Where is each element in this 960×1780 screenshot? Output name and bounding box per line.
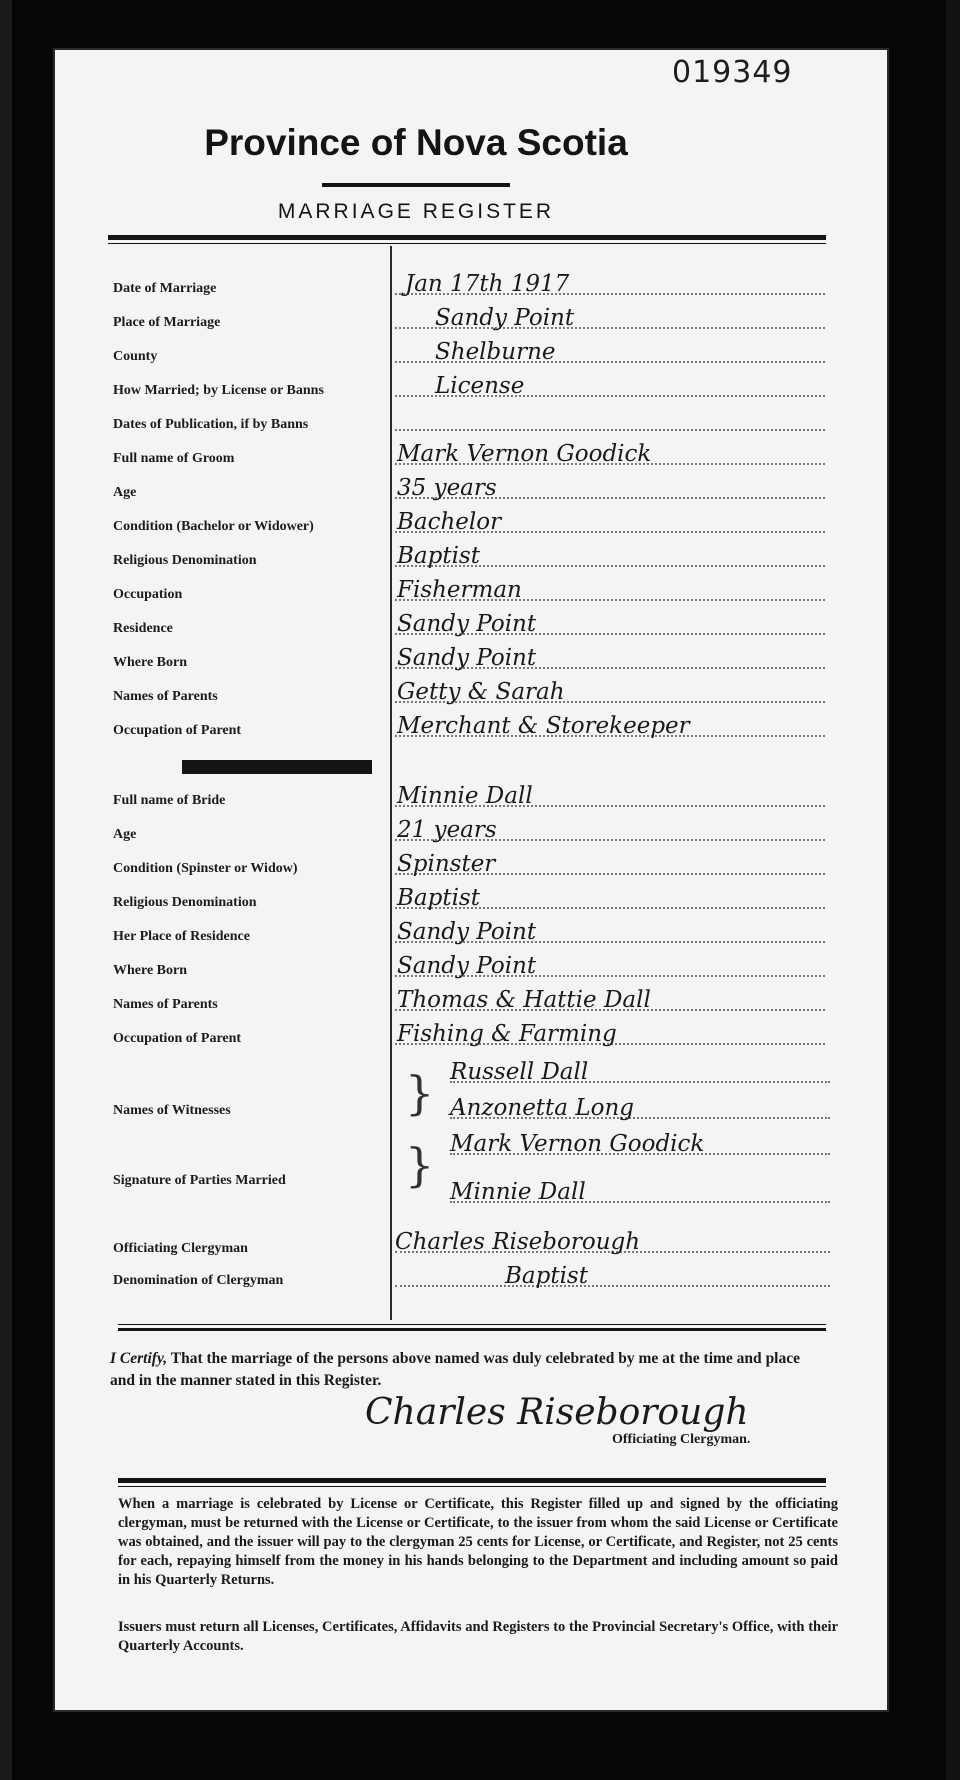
- field-label: County: [113, 348, 383, 366]
- field-label: Occupation of Parent: [113, 722, 383, 740]
- field-value: Thomas & Hattie Dall: [395, 986, 825, 1014]
- clergyman-role: Officiating Clergyman.: [612, 1432, 751, 1447]
- field-label: Residence: [113, 620, 383, 638]
- clergyman-signature: Charles Riseborough: [365, 1392, 749, 1433]
- footer-instructions: When a marriage is celebrated by License or Certificate, this Register filled up and signed by the officiating clergyman, must be returned with the License or Certificate, to the issuer from whom the said License or Certificate was obtained, and the issuer will pay to the clergyman 25 cents for License, or Certificate, and Register, not 25 cents for each, repaying himself from the money in his hands belonging to the Department and including amount so paid in his Quarterly Returns.: [118, 1496, 838, 1588]
- field-value: Spinster: [395, 850, 825, 878]
- field-label: Condition (Bachelor or Widower): [113, 518, 383, 536]
- document-number: 019349: [672, 55, 793, 90]
- field-value: Sandy Point: [395, 610, 825, 638]
- field-label: Religious Denomination: [113, 894, 383, 912]
- field-label: Where Born: [113, 962, 383, 980]
- field-label: Occupation: [113, 586, 383, 604]
- field-value: License: [395, 372, 825, 400]
- scan-border-left: [0, 0, 12, 1780]
- witness-1-value: Russell Dall: [450, 1058, 830, 1086]
- field-value: Merchant & Storekeeper: [395, 712, 825, 740]
- field-value: [395, 406, 825, 434]
- field-value: 21 years: [395, 816, 825, 844]
- field-label: Age: [113, 484, 383, 502]
- field-label: Age: [113, 826, 383, 844]
- field-value: Minnie Dall: [395, 782, 825, 810]
- certify-rule: [118, 1328, 826, 1331]
- footer-rule-thin: [118, 1486, 826, 1487]
- field-label: How Married; by License or Banns: [113, 382, 383, 400]
- field-label: Names of Parents: [113, 996, 383, 1014]
- field-value: Fisherman: [395, 576, 825, 604]
- field-value: Sandy Point: [395, 952, 825, 980]
- field-label: Names of Parents: [113, 688, 383, 706]
- footer-rule: [118, 1478, 826, 1483]
- signatures-label: Signature of Parties Married: [113, 1172, 403, 1190]
- certify-lead: I Certify,: [110, 1350, 168, 1367]
- top-rule: [108, 235, 826, 240]
- signature-groom-value: Mark Vernon Goodick: [450, 1130, 830, 1158]
- field-value: Sandy Point: [395, 918, 825, 946]
- witnesses-brace: }: [405, 1066, 435, 1120]
- field-value: Fishing & Farming: [395, 1020, 825, 1048]
- title-underline: [322, 183, 510, 187]
- field-label: Place of Marriage: [113, 314, 383, 332]
- clergy-denomination-value: Baptist: [395, 1262, 830, 1290]
- signatures-brace: }: [405, 1138, 435, 1192]
- witness-2-value: Anzonetta Long: [450, 1094, 830, 1122]
- field-value: Jan 17th 1917: [395, 270, 825, 298]
- officiating-clergyman-label: Officiating Clergyman: [113, 1240, 383, 1258]
- field-value: Shelburne: [395, 338, 825, 366]
- footer-note: Issuers must return all Licenses, Certificates, Affidavits and Registers to the Provincial Secretary's Office, with their Quarterly Accounts.: [118, 1619, 838, 1654]
- signature-bride-value: Minnie Dall: [450, 1178, 830, 1206]
- certification-statement: [110, 1348, 800, 1392]
- page-title: Province of Nova Scotia: [204, 122, 628, 163]
- field-label: Occupation of Parent: [113, 1030, 383, 1048]
- register-subtitle: MARRIAGE REGISTER: [277, 200, 555, 223]
- field-label: Religious Denomination: [113, 552, 383, 570]
- field-value: Baptist: [395, 884, 825, 912]
- witnesses-label: Names of Witnesses: [113, 1102, 383, 1120]
- scan-border-right: [946, 0, 960, 1780]
- groom-bride-divider: [182, 760, 372, 774]
- field-value: Bachelor: [395, 508, 825, 536]
- field-label: Condition (Spinster or Widow): [113, 860, 383, 878]
- field-value: Getty & Sarah: [395, 678, 825, 706]
- field-value: Mark Vernon Goodick: [395, 440, 825, 468]
- clergy-denomination-label: Denomination of Clergyman: [113, 1272, 383, 1290]
- field-value: Sandy Point: [395, 644, 825, 672]
- officiating-clergyman-value: Charles Riseborough: [395, 1228, 830, 1256]
- field-value: 35 years: [395, 474, 825, 502]
- field-label: Dates of Publication, if by Banns: [113, 416, 383, 434]
- field-label: Date of Marriage: [113, 280, 383, 298]
- register-page: [55, 50, 887, 1710]
- field-label: Where Born: [113, 654, 383, 672]
- top-rule-thin: [108, 243, 826, 244]
- certify-rule-thin: [118, 1324, 826, 1325]
- field-label: Full name of Bride: [113, 792, 383, 810]
- field-label: Her Place of Residence: [113, 928, 383, 946]
- field-label: Full name of Groom: [113, 450, 383, 468]
- column-divider: [390, 246, 392, 1320]
- field-value: Sandy Point: [395, 304, 825, 332]
- certify-text: That the marriage of the persons above named was duly celebrated by me at the time and place and in the manner stated in this Register.: [110, 1350, 801, 1389]
- field-value: Baptist: [395, 542, 825, 570]
